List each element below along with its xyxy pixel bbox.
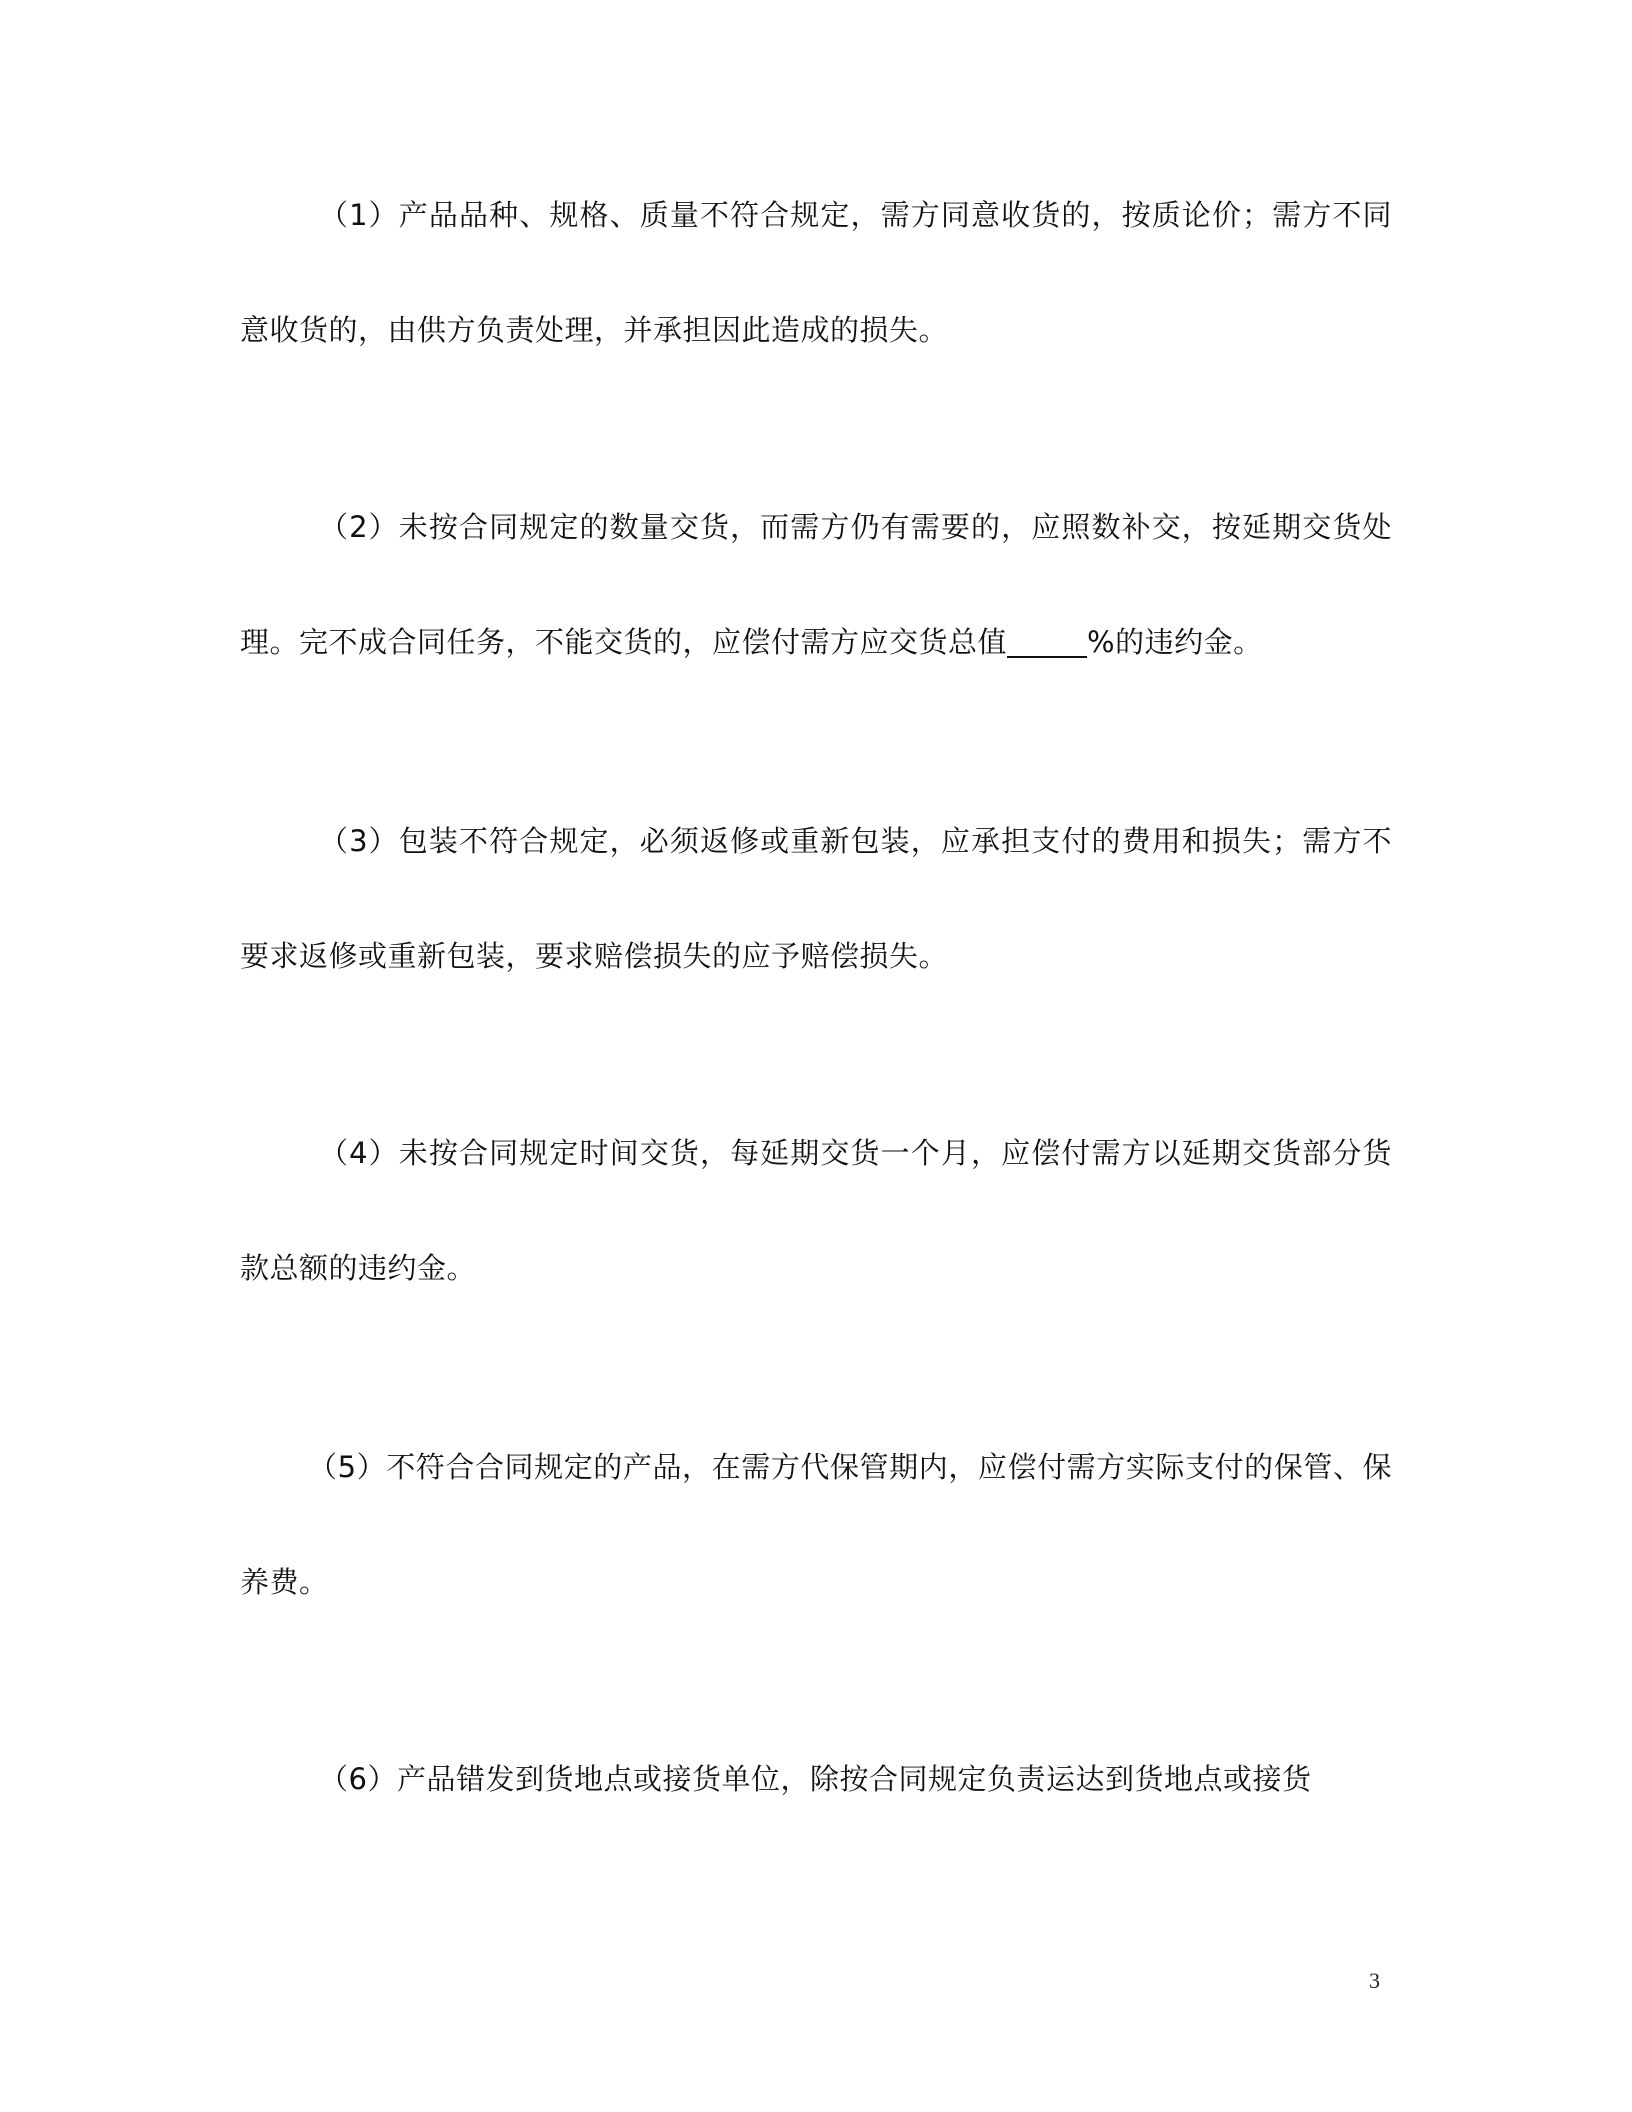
clause-5: （5）不符合合同规定的产品，在需方代保管期内，应偿付需方实际支付的保管、保养费。 (240, 1450, 1392, 1599)
clause-3: （3）包装不符合规定，必须返修或重新包装，应承担支付的费用和损失；需方不要求返修或重新包装，要求赔偿损失的应予赔偿损失。 (240, 824, 1392, 973)
clause-2-text-after-blank: %的违约金。 (1087, 625, 1263, 659)
clause-2-text-before-blank: （2）未按合同规定的数量交货，而需方仍有需要的，应照数补交，按延期交货处理。完不成合同任务，不能交货的，应偿付需方应交货总值 (240, 510, 1392, 659)
percentage-blank (1007, 626, 1087, 658)
clause-1: （1）产品品种、规格、质量不符合规定，需方同意收货的，按质论价；需方不同意收货的，由供方负责处理，并承担因此造成的损失。 (240, 198, 1392, 347)
clause-4: （4）未按合同规定时间交货，每延期交货一个月，应偿付需方以延期交货部分货款总额的违约金。 (240, 1136, 1392, 1285)
clause-6: （6）产品错发到货地点或接货单位，除按合同规定负责运达到货地点或接货 (319, 1762, 1312, 1796)
page-number: 3 (1369, 1968, 1380, 1993)
clause-2 (240, 470, 1392, 700)
